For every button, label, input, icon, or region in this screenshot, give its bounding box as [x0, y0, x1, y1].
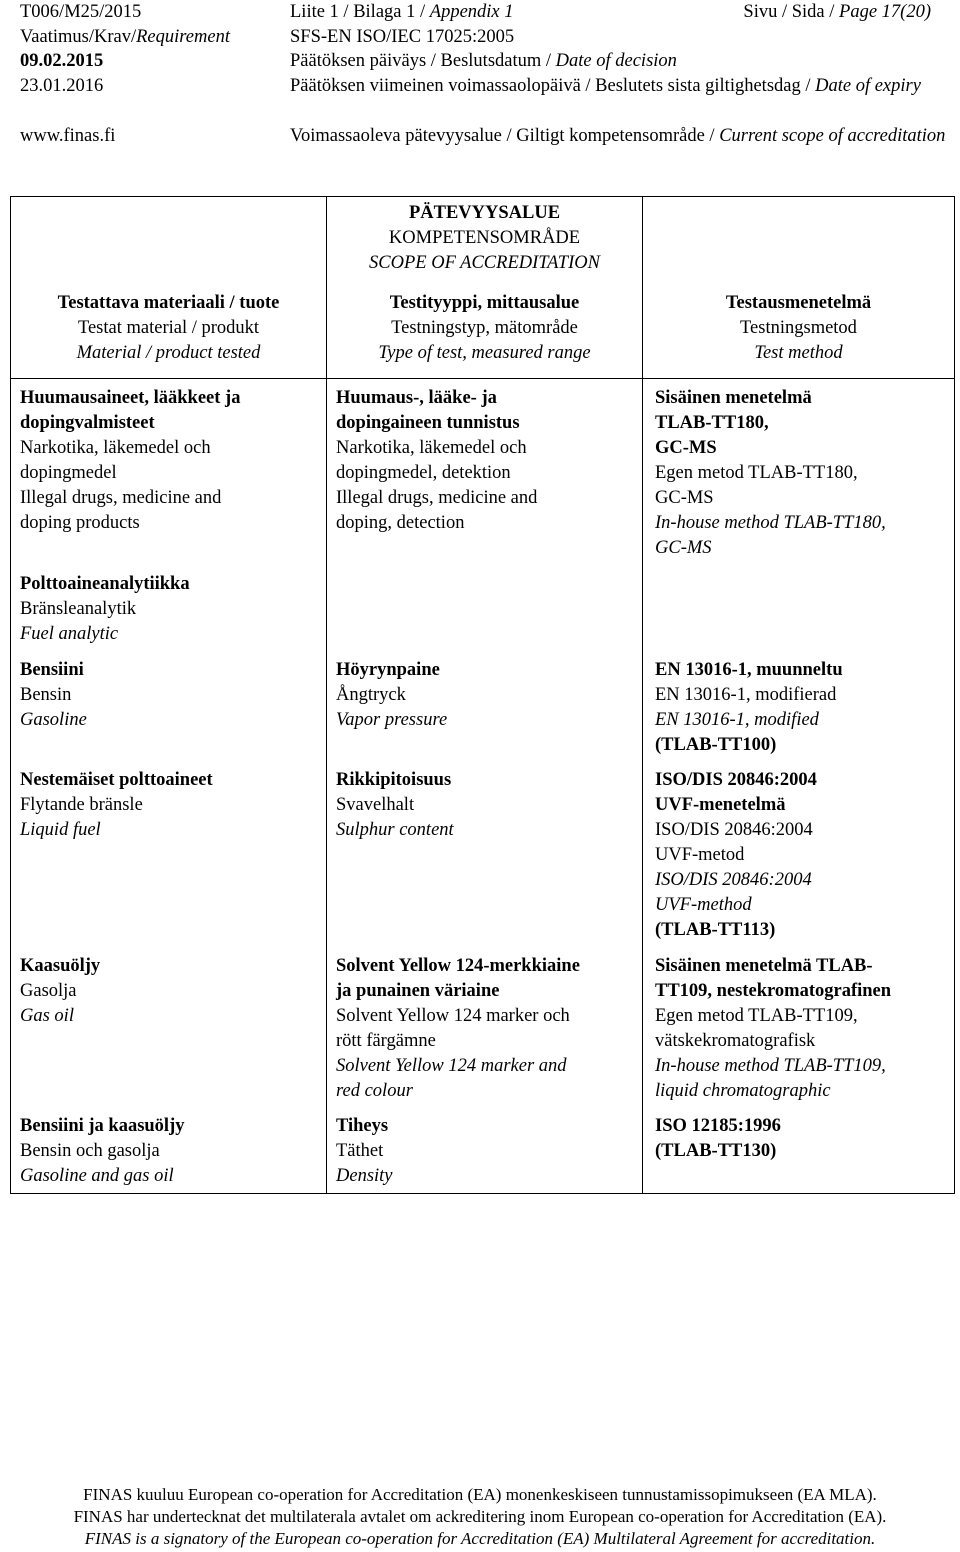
method-line: UVF-method [655, 895, 752, 915]
material-line: dopingmedel [20, 463, 117, 483]
row-gasoline-type [336, 658, 447, 733]
type-line: Solvent Yellow 124 marker och [336, 1006, 570, 1026]
material-line: Huumausaineet, lääkkeet ja [20, 388, 241, 408]
row-drugs-method [655, 386, 886, 561]
column-header-method-sv: Testningsmetod [740, 318, 857, 338]
method-line: Egen metod TLAB-TT109, [655, 1006, 858, 1026]
type-line: doping, detection [336, 513, 465, 533]
type-line: Höyrynpaine [336, 660, 440, 680]
website-link[interactable]: www.finas.fi [20, 126, 116, 146]
column-header-method-fi: Testausmenetelmä [725, 293, 872, 313]
method-line: GC-MS [655, 538, 712, 558]
column-header-method-en: Test method [754, 343, 843, 363]
page-number [743, 0, 931, 25]
type-line: Huumaus-, lääke- ja [336, 388, 497, 408]
column-header-material-sv: Testat material / produkt [77, 318, 260, 338]
method-line: TLAB-TT180, [655, 413, 769, 433]
column-header-material-en: Material / product tested [76, 343, 261, 363]
method-line: ISO/DIS 20846:2004 [655, 820, 813, 840]
method-line: Sisäinen menetelmä [655, 388, 812, 408]
appendix-label-en: Appendix 1 [429, 2, 514, 22]
scope-title-en: SCOPE OF ACCREDITATION [369, 253, 600, 273]
document-code: T006/M25/2015 [20, 2, 142, 22]
table-border-bottom [10, 1193, 955, 1194]
type-line: Illegal drugs, medicine and [336, 488, 538, 508]
type-line: Svavelhalt [336, 795, 415, 815]
expiry-label-en: Date of expiry [815, 76, 921, 96]
method-line: Sisäinen menetelmä TLAB- [655, 956, 873, 976]
footer [0, 1484, 960, 1550]
type-line: Tiheys [336, 1116, 389, 1136]
material-line: Gasoline [20, 710, 87, 730]
method-line: GC-MS [655, 438, 717, 458]
page-number-en: Page 17(20) [839, 2, 931, 22]
method-line: GC-MS [655, 488, 714, 508]
type-line: Ångtryck [336, 685, 406, 705]
decision-label [290, 49, 677, 74]
row-liquid-fuel-type [336, 768, 454, 843]
method-line: EN 13016-1, modified [655, 710, 819, 730]
material-line: dopingvalmisteet [20, 413, 155, 433]
appendix-label [290, 0, 514, 25]
method-line: EN 13016-1, muunneltu [655, 660, 843, 680]
material-line: doping products [20, 513, 140, 533]
material-line: Liquid fuel [20, 820, 101, 840]
material-line: Bensiini [20, 660, 84, 680]
material-line: Narkotika, läkemedel och [20, 438, 211, 458]
material-line: Nestemäiset polttoaineet [20, 770, 213, 790]
decision-label-en: Date of decision [555, 51, 677, 71]
footer-line-sv: FINAS har undertecknat det multilaterala avtalet om ackreditering inom European co-operation for Accreditation (EA). [73, 1507, 887, 1526]
expiry-label-fi-sv: Päätöksen viimeinen voimassaolopäivä / Beslutets sista giltighetsdag / [290, 76, 816, 96]
decision-date: 09.02.2015 [20, 51, 104, 71]
column-header-type [327, 291, 642, 366]
type-line: rött färgämne [336, 1031, 436, 1051]
type-line: red colour [336, 1081, 413, 1101]
column-header-material-fi: Testattava materiaali / tuote [57, 293, 280, 313]
type-line: Narkotika, läkemedel och [336, 438, 527, 458]
material-line: Gas oil [20, 1006, 74, 1026]
method-line: liquid chromatographic [655, 1081, 831, 1101]
row-drugs-material [20, 386, 240, 536]
material-line: Polttoaineanalytiikka [20, 574, 190, 594]
method-line: Egen metod TLAB-TT180, [655, 463, 858, 483]
material-line: Kaasuöljy [20, 956, 101, 976]
page-number-fi-sv: Sivu / Sida / [743, 2, 840, 22]
method-line: (TLAB-TT113) [655, 920, 776, 940]
method-line: ISO/DIS 20846:2004 [655, 770, 817, 790]
column-header-type-fi: Testityyppi, mittausalue [389, 293, 580, 313]
column-header-type-en: Type of test, measured range [378, 343, 591, 363]
method-line: UVF-menetelmä [655, 795, 786, 815]
scope-title-sv: KOMPETENSOMRÅDE [388, 228, 581, 248]
material-line: Fuel analytic [20, 624, 119, 644]
table-border-right [954, 196, 955, 1194]
type-line: Vapor pressure [336, 710, 448, 730]
column-header-type-sv: Testningstyp, mätområde [391, 318, 578, 338]
column-header-material [11, 291, 326, 366]
footer-line-fi: FINAS kuuluu European co-operation for Accreditation (EA) monenkeskiseen tunnustamissopimukseen (EA MLA). [83, 1485, 877, 1504]
material-line: Flytande bränsle [20, 795, 143, 815]
material-line: Bensin [20, 685, 72, 705]
requirement-label [20, 25, 230, 50]
appendix-label-fi-sv: Liite 1 / Bilaga 1 / [290, 2, 430, 22]
type-line: Täthet [336, 1141, 384, 1161]
type-line: ja punainen väriaine [336, 981, 500, 1001]
table-border-top [10, 196, 955, 197]
method-line: UVF-metod [655, 845, 745, 865]
scope-table [10, 196, 955, 1194]
row-gasoline-material [20, 658, 87, 733]
method-line: EN 13016-1, modifierad [655, 685, 837, 705]
method-line: ISO/DIS 20846:2004 [655, 870, 812, 890]
method-line: TT109, nestekromatografinen [655, 981, 892, 1001]
row-gasoline-gas-oil-method [655, 1114, 781, 1164]
row-gasoline-gas-oil-material [20, 1114, 185, 1189]
type-line: Rikkipitoisuus [336, 770, 452, 790]
type-line: Sulphur content [336, 820, 454, 840]
type-line: dopingmedel, detektion [336, 463, 511, 483]
row-gas-oil-method [655, 954, 891, 1104]
standard-label: SFS-EN ISO/IEC 17025:2005 [290, 27, 515, 47]
type-line: Solvent Yellow 124 marker and [336, 1056, 567, 1076]
footer-line-en: FINAS is a signatory of the European co-operation for Accreditation (EA) Multilateral Agreement for accreditation. [84, 1529, 876, 1548]
material-line: Gasoline and gas oil [20, 1166, 174, 1186]
method-line: vätskekromatografisk [655, 1031, 816, 1051]
decision-label-fi-sv: Päätöksen päiväys / Beslutsdatum / [290, 51, 556, 71]
table-header-divider [10, 378, 955, 379]
method-line: ISO 12185:1996 [655, 1116, 781, 1136]
expiry-date: 23.01.2016 [20, 76, 104, 96]
scope-title [327, 201, 642, 276]
row-gas-oil-material [20, 954, 100, 1029]
method-line: In-house method TLAB-TT109, [655, 1056, 886, 1076]
scope-title-fi: PÄTEVYYSALUE [408, 203, 561, 223]
method-line: (TLAB-TT130) [655, 1141, 777, 1161]
row-gasoline-gas-oil-type [336, 1114, 393, 1189]
type-line: dopingaineen tunnistus [336, 413, 520, 433]
requirement-label-fi: Vaatimus/Krav/ [20, 27, 137, 47]
scope-label [290, 124, 950, 149]
row-drugs-type [336, 386, 537, 536]
requirement-label-en: Requirement [136, 27, 230, 47]
type-line: Solvent Yellow 124-merkkiaine [336, 956, 580, 976]
material-line: Illegal drugs, medicine and [20, 488, 222, 508]
row-gasoline-method [655, 658, 843, 758]
expiry-label [290, 74, 950, 99]
scope-label-fi-sv: Voimassaoleva pätevyysalue / Giltigt kompetensområde / [290, 126, 720, 146]
material-line: Bensin och gasolja [20, 1141, 160, 1161]
column-header-method [643, 291, 954, 366]
material-line: Bränsleanalytik [20, 599, 137, 619]
row-fuel-analytic-material [20, 572, 190, 647]
row-liquid-fuel-material [20, 768, 213, 843]
scope-label-en: Current scope of accreditation [719, 126, 946, 146]
method-line: (TLAB-TT100) [655, 735, 777, 755]
material-line: Bensiini ja kaasuöljy [20, 1116, 185, 1136]
row-liquid-fuel-method [655, 768, 817, 943]
row-gas-oil-type [336, 954, 580, 1104]
method-line: In-house method TLAB-TT180, [655, 513, 886, 533]
material-line: Gasolja [20, 981, 77, 1001]
type-line: Density [336, 1166, 393, 1186]
